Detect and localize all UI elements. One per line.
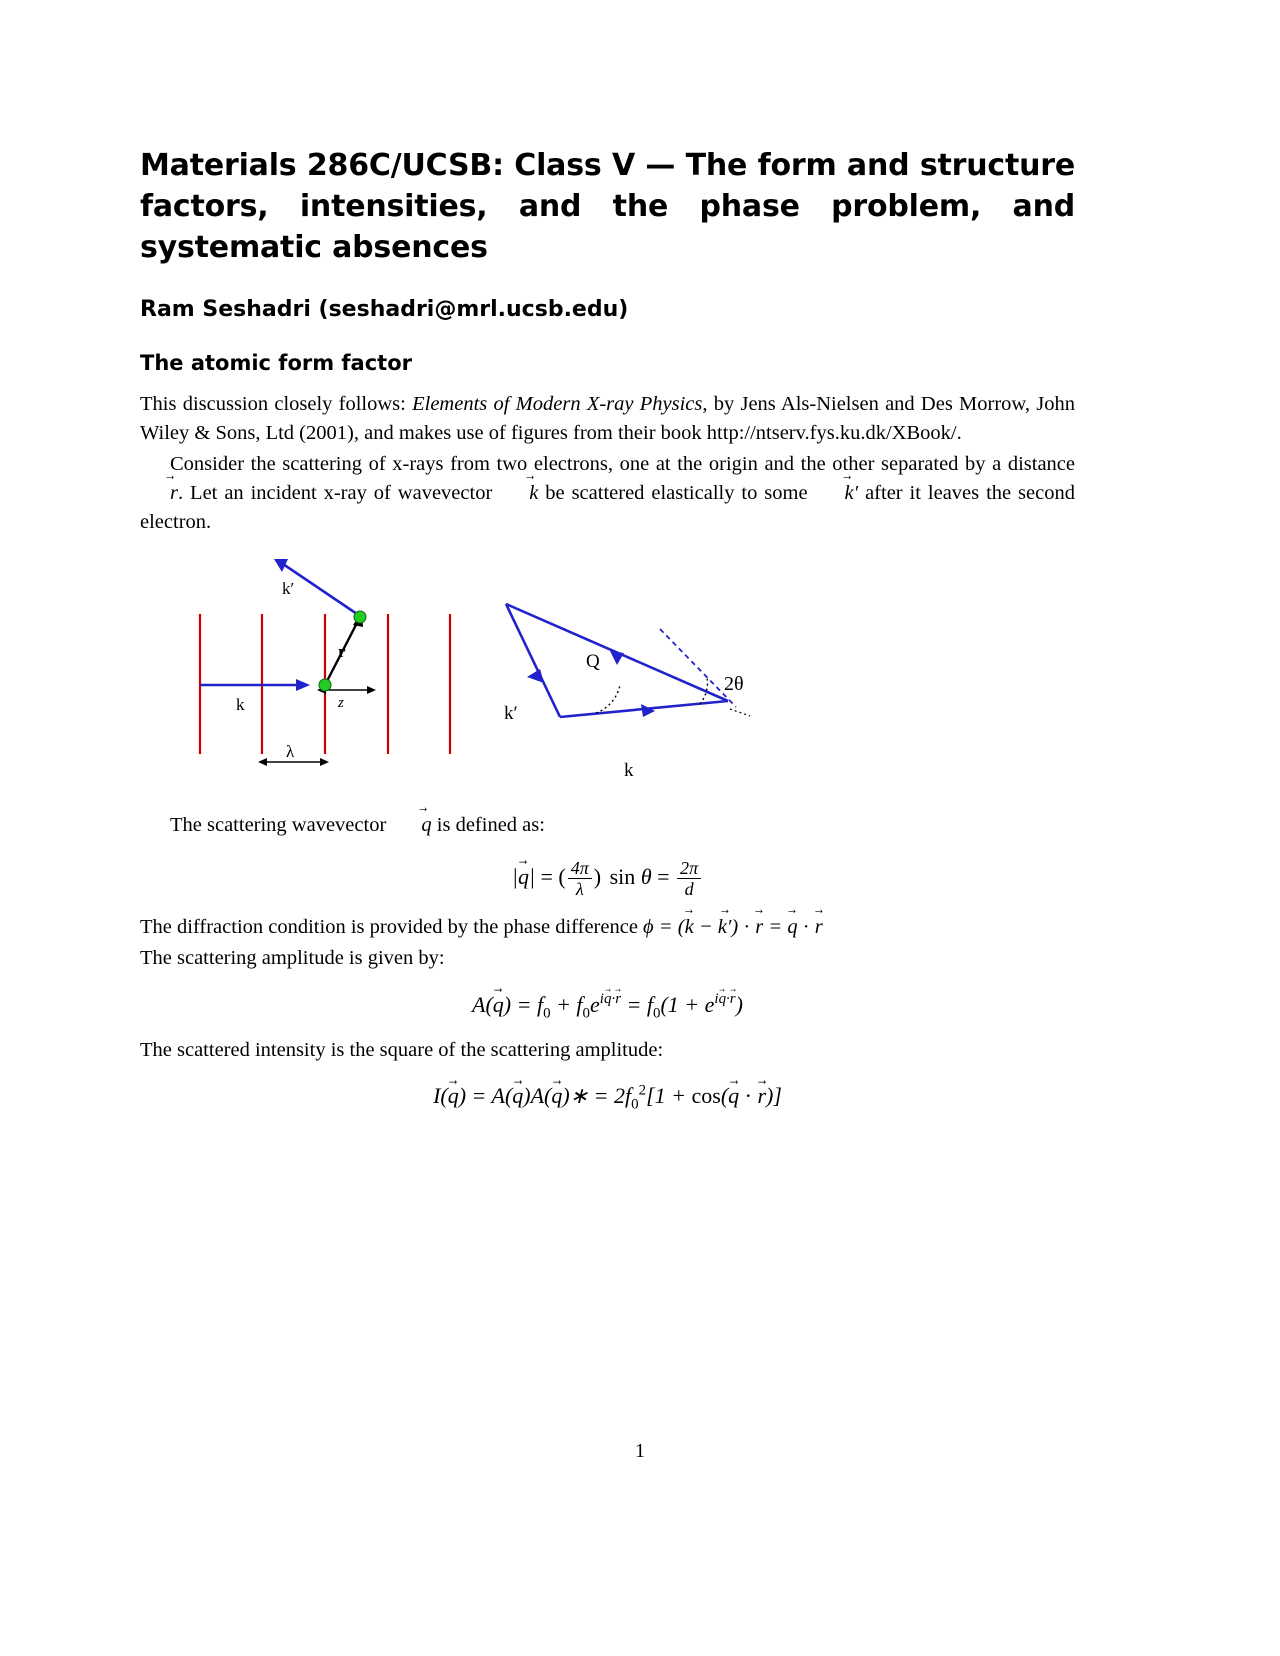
- k-vector: [560, 701, 728, 717]
- paragraph-setup: [140, 450, 1075, 537]
- vector-q-inline: q →: [391, 811, 431, 840]
- figure-two-electron-scattering: [160, 559, 490, 814]
- intro-text-after: , by Jens Als-Nielsen and Des Morrow, John Wiley & Sons, Ltd (2001), and makes use of figures from their book http://ntserv.fys.ku.dk/XBook/.: [140, 393, 1075, 444]
- angle-baseline-dots: [730, 709, 750, 716]
- setup-text-c: be scattered elastically to some: [538, 482, 815, 504]
- vector-k-inline: k →: [499, 479, 538, 508]
- label-k-right: k: [624, 760, 634, 779]
- equation-intensity: I(q →) = A(q →)A(q →)∗ = $2f_0^2[1 + \cos(q$ → · r →)]: [140, 1083, 1075, 1114]
- figures-row: [140, 559, 1075, 809]
- label-kprime-right: k′: [504, 703, 518, 724]
- label-Q-right: Q: [586, 651, 600, 672]
- incident-wavevector-arrow: [200, 679, 310, 691]
- label-kprime-left: k′: [282, 579, 295, 598]
- intro-text-before: This discussion closely follows:: [140, 393, 413, 415]
- paragraph-scattering-amplitude: The scattering amplitude is given by:: [140, 947, 445, 970]
- fraction-2pi-d: $\frac{2\pi}{d}$: [677, 858, 701, 899]
- intro-book-title: Elements of Modern X-ray Physics: [412, 393, 703, 415]
- diffraction-text: The diffraction condition is provided by the phase difference: [140, 916, 644, 939]
- kprime-vector: [506, 604, 560, 717]
- paragraph-diffraction-condition: [140, 913, 1075, 942]
- vector-r-inline: r →: [140, 479, 178, 508]
- label-z-left: z: [338, 695, 344, 711]
- electron-origin-dot: [319, 679, 331, 691]
- label-k-left: k: [236, 695, 245, 714]
- equation-amplitude: A(q →) = $f_0 + f_0e^{iq \to\cdot r}$ → = $f_0(1 + e^{iq \to\cdot r}$ →): [140, 991, 1075, 1022]
- q-vector-arrowhead: [610, 651, 624, 665]
- two-electron-scattering-svg: [160, 559, 490, 809]
- scatt-text-a: The scattering wavevector: [170, 814, 392, 836]
- ewald-triangle-svg: [500, 599, 810, 779]
- scatt-text-b: is defined as:: [431, 814, 545, 836]
- page-title: Materials 286C/UCSB: Class V — The form and structure factors, intensities, and the phase problem, and systematic absences: [140, 148, 1075, 265]
- electron-second-dot: [354, 611, 366, 623]
- paragraph-scattering-wavevector: [140, 811, 1075, 840]
- dashed-extension-line: [660, 629, 736, 707]
- setup-text-a: Consider the scattering of x-rays from two electrons, one at the origin and the other separated by a distance: [170, 453, 1075, 475]
- label-r-left: r: [338, 642, 346, 661]
- setup-text-d: after it leaves the second electron.: [140, 482, 1075, 533]
- inner-angle-arc: [596, 685, 620, 713]
- vector-kprime-inline: k′ →: [815, 479, 859, 508]
- label-two-theta: 2θ: [724, 673, 744, 695]
- page-content: [140, 145, 1075, 1114]
- fraction-4pi-lambda: $\frac{4\pi}{\lambda}$: [568, 858, 592, 899]
- equation-q-magnitude: |q →| = ( $\frac{4\pi}{\lambda}$ ) sin θ = $\frac{2\pi}{d}$: [140, 858, 1075, 899]
- paragraph-scattered-intensity: The scattered intensity is the square of the scattering amplitude:: [140, 1039, 664, 1062]
- author-line: Ram Seshadri (seshadri@mrl.ucsb.edu): [140, 297, 629, 322]
- label-lambda-left: λ: [286, 742, 295, 761]
- figure-ewald-triangle: [500, 599, 810, 784]
- section-heading-atomic-form-factor: The atomic form factor: [140, 351, 412, 375]
- phase-expression: ϕ = (k → − k′ →) · r → = q → · r →: [643, 916, 823, 938]
- page-number: 1: [635, 1440, 645, 1462]
- paragraph-intro: [140, 390, 1075, 448]
- setup-text-b: . Let an incident x-ray of wavevector: [177, 482, 500, 504]
